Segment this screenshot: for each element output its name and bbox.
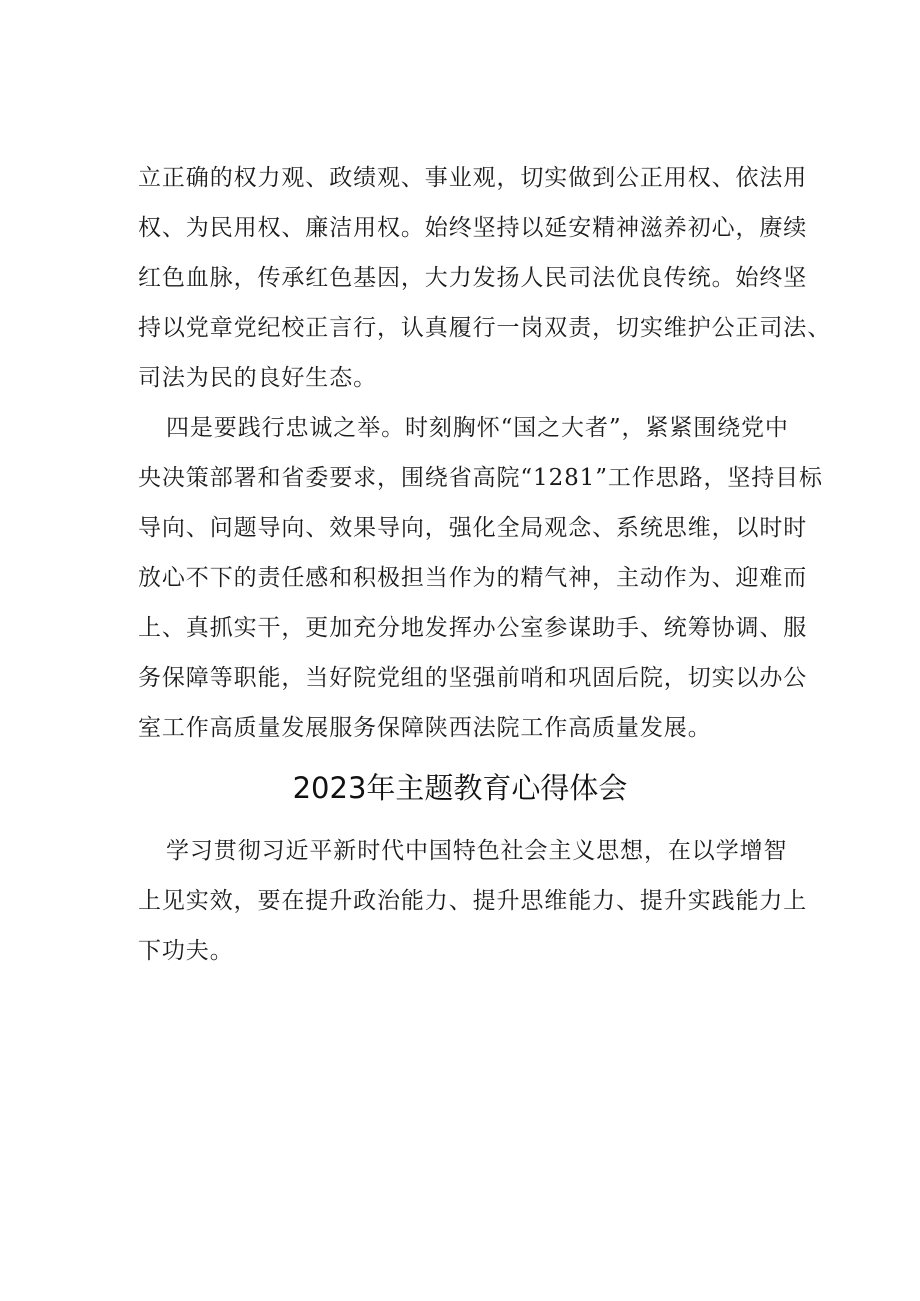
document-title: 2023年主题教育心得体会 (292, 771, 628, 805)
paragraph-line: 学习贯彻习近平新时代中国特色社会主义思想，在以学增智 (166, 838, 788, 864)
paragraph-line: 上见实效，要在提升政治能力、提升思维能力、提升实践能力上 (138, 888, 808, 914)
paragraph-line: 放心不下的责任感和积极担当作为的精气神，主动作为、迎难而 (138, 565, 808, 591)
paragraph-line: 室工作高质量发展服务保障陕西法院工作高质量发展。 (138, 715, 712, 741)
paragraph-line: 持以党章党纪校正言行，认真履行一岗双责，切实维护公正司法、 (138, 315, 832, 341)
paragraph-line: 央决策部署和省委要求，围绕省高院“1281”工作思路，坚持目标 (138, 465, 823, 491)
paragraph-line: 红色血脉，传承红色基因，大力发扬人民司法优良传统。始终坚 (138, 265, 808, 291)
paragraph-line: 务保障等职能，当好院党组的坚强前哨和巩固后院，切实以办公 (138, 665, 808, 691)
paragraph-line: 立正确的权力观、政绩观、事业观，切实做到公正用权、依法用 (138, 165, 808, 191)
paragraph-line: 下功夫。 (138, 938, 234, 964)
paragraph-line: 司法为民的良好生态。 (138, 365, 377, 391)
paragraph-line: 权、为民用权、廉洁用权。始终坚持以延安精神滋养初心，赓续 (138, 215, 808, 241)
paragraph-line: 四是要践行忠诚之举。时刻胸怀“国之大者”，紧紧围绕党中 (166, 415, 789, 441)
paragraph-line: 上、真抓实干，更加充分地发挥办公室参谋助手、统筹协调、服 (138, 615, 808, 641)
paragraph-line: 导向、问题导向、效果导向，强化全局观念、系统思维，以时时 (138, 515, 808, 541)
